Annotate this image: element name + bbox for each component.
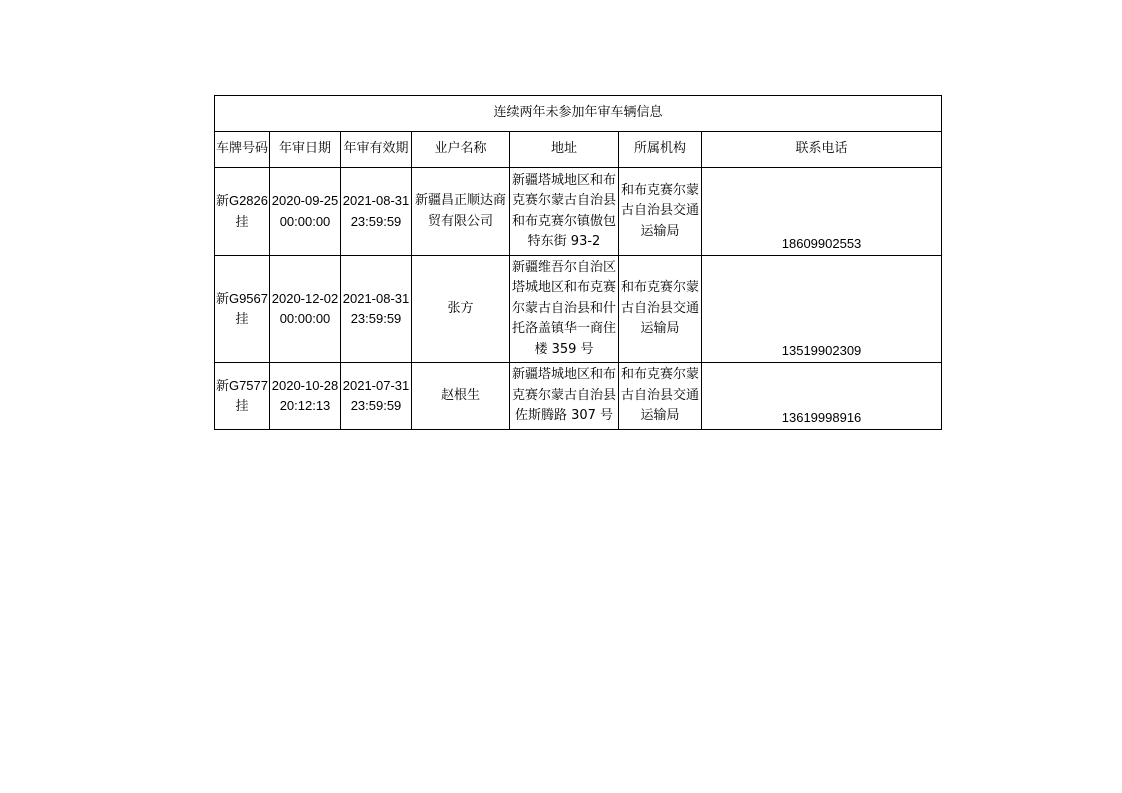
header-agency: 所属机构 [619,132,702,168]
header-owner: 业户名称 [412,132,510,168]
cell-valid-until: 2021-07-31 23:59:59 [341,363,412,430]
cell-owner: 新疆昌正顺达商贸有限公司 [412,168,510,256]
cell-audit-date: 2020-09-25 00:00:00 [270,168,341,256]
table-row [215,168,942,256]
cell-phone: 13619998916 [702,363,942,430]
cell-address: 新疆塔城地区和布克赛尔蒙古自治县和布克赛尔镇傲包特东街 93-2 [510,168,619,256]
table-row [215,256,942,363]
cell-audit-date: 2020-12-02 00:00:00 [270,256,341,363]
cell-address: 新疆塔城地区和布克赛尔蒙古自治县佐斯腾路 307 号 [510,363,619,430]
vehicle-info-table [214,95,942,430]
cell-agency: 和布克赛尔蒙古自治县交通运输局 [619,168,702,256]
header-valid-until: 年审有效期 [341,132,412,168]
cell-valid-until: 2021-08-31 23:59:59 [341,168,412,256]
header-audit-date: 年审日期 [270,132,341,168]
header-plate: 车牌号码 [215,132,270,168]
cell-plate: 新G7577挂 [215,363,270,430]
header-row [215,132,942,168]
cell-owner: 赵根生 [412,363,510,430]
cell-audit-date: 2020-10-28 20:12:13 [270,363,341,430]
header-address: 地址 [510,132,619,168]
header-phone: 联系电话 [702,132,942,168]
cell-address: 新疆维吾尔自治区塔城地区和布克赛尔蒙古自治县和什托洛盖镇华一商住楼 359 号 [510,256,619,363]
cell-owner: 张方 [412,256,510,363]
cell-plate: 新G2826挂 [215,168,270,256]
cell-agency: 和布克赛尔蒙古自治县交通运输局 [619,363,702,430]
cell-agency: 和布克赛尔蒙古自治县交通运输局 [619,256,702,363]
cell-phone: 18609902553 [702,168,942,256]
table-title: 连续两年未参加年审车辆信息 [215,96,942,132]
cell-plate: 新G9567挂 [215,256,270,363]
cell-phone: 13519902309 [702,256,942,363]
title-row [215,96,942,132]
cell-valid-until: 2021-08-31 23:59:59 [341,256,412,363]
table-row [215,363,942,430]
